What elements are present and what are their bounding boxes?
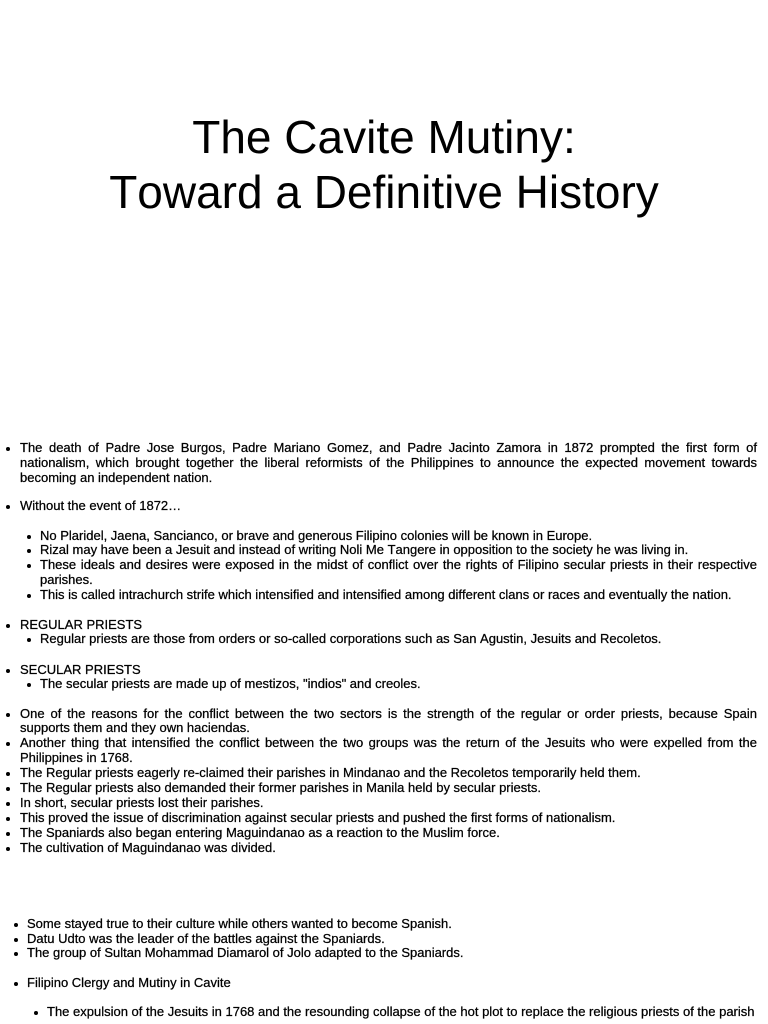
- conflict-point: The Spaniards also began entering Maguindanao as a reaction to the Muslim force.: [0, 826, 768, 841]
- clergy-mutiny-point: The expulsion of the Jesuits in 1768 and the resounding collapse of the hot plot to replace the religious priests of the parish: [0, 1005, 768, 1020]
- conflict-point: The Regular priests eagerly re-claimed their parishes in Mindanao and the Recoletos temporarily held them.: [0, 766, 768, 781]
- regular-priests-point: Regular priests are those from orders or so-called corporations such as San Agustin, Jesuits and Recoletos.: [0, 632, 768, 647]
- gomburza-execution-item: The death of Padre Jose Burgos, Padre Mariano Gomez, and Padre Jacinto Zamora in 1872 prompted the first form of nationalism, which brought together the liberal reformists of the Philippines to announce the expected movement towards becoming an independent nation.: [0, 441, 768, 486]
- without-1872-point: This is called intrachurch strife which intensified and intensified among different clans or races and eventually the nation.: [0, 588, 768, 603]
- without-1872-point: These ideals and desires were exposed in the midst of conflict over the rights of Filipino secular priests in their respective parishes.: [0, 558, 768, 588]
- conflict-point: One of the reasons for the conflict between the two sectors is the strength of the regular or order priests, because Spain supports them and they own haciendas.: [0, 707, 768, 737]
- document-body: [0, 441, 768, 1020]
- title-line-2: Toward a Definitive History: [109, 166, 659, 218]
- conflict-points-list: [0, 707, 768, 856]
- maguindanao-points-list: [0, 917, 768, 962]
- secular-priests-point: The secular priests are made up of mestizos, "indios" and creoles.: [0, 677, 768, 692]
- without-1872-item: Without the event of 1872…: [0, 499, 768, 514]
- conflict-point: The Regular priests also demanded their former parishes in Manila held by secular priests.: [0, 781, 768, 796]
- clergy-mutiny-heading: Filipino Clergy and Mutiny in Cavite: [0, 976, 768, 991]
- conflict-point: Another thing that intensified the conflict between the two groups was the return of the Jesuits who were expelled from the Philippines in 1768.: [0, 736, 768, 766]
- conflict-point: In short, secular priests lost their parishes.: [0, 796, 768, 811]
- conflict-point: This proved the issue of discrimination against secular priests and pushed the first forms of nationalism.: [0, 811, 768, 826]
- conflict-point: The cultivation of Maguindanao was divided.: [0, 841, 768, 856]
- maguindanao-point: Datu Udto was the leader of the battles against the Spaniards.: [0, 932, 768, 947]
- maguindanao-point: Some stayed true to their culture while others wanted to become Spanish.: [0, 917, 768, 932]
- maguindanao-point: The group of Sultan Mohammad Diamarol of Jolo adapted to the Spaniards.: [0, 946, 768, 961]
- without-1872-point: No Plaridel, Jaena, Sancianco, or brave and generous Filipino colonies will be known in Europe.: [0, 529, 768, 544]
- page-title: [0, 110, 768, 220]
- secular-priests-heading: SECULAR PRIESTS: [0, 663, 768, 678]
- regular-priests-heading: REGULAR PRIESTS: [0, 618, 768, 633]
- title-line-1: The Cavite Mutiny:: [192, 111, 576, 163]
- without-1872-points: [0, 529, 768, 604]
- without-1872-point: Rizal may have been a Jesuit and instead of writing Noli Me Tangere in opposition to the society he was living in.: [0, 543, 768, 558]
